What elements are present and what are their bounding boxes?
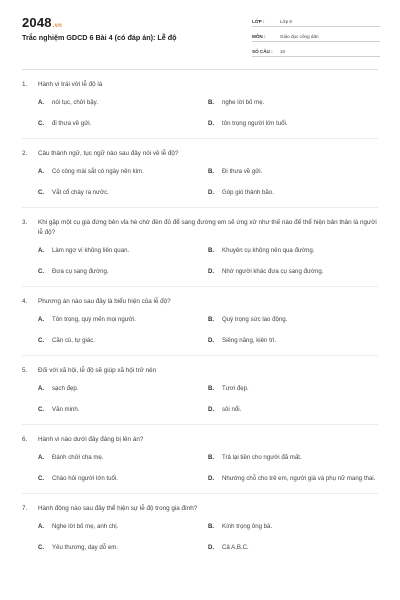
- meta-key: MÔN :: [252, 34, 266, 39]
- question-prompt: Hành vi nào dưới đây đáng bị lên án?: [38, 436, 144, 443]
- meta-value: Lớp 6: [280, 19, 292, 24]
- option-letter: B.: [208, 523, 215, 530]
- answer-option[interactable]: [38, 336, 208, 345]
- answer-options: [38, 384, 378, 414]
- answer-option[interactable]: [38, 453, 208, 462]
- option-letter: A.: [38, 168, 45, 175]
- option-letter: A.: [38, 316, 45, 323]
- question-prompt: Hành động nào sau đây thể hiện sự lễ độ trong gia đình?: [38, 505, 198, 512]
- option-letter: D.: [208, 544, 215, 551]
- option-text: đi thưa về gửi.: [52, 120, 92, 127]
- question-block: [22, 218, 378, 287]
- question-prompt: Phương án nào sau đây là biểu hiện của lễ độ?: [38, 298, 171, 305]
- question-block: [22, 504, 378, 552]
- question-block: [22, 297, 378, 356]
- answer-option[interactable]: [38, 188, 208, 197]
- question-number: 4.: [22, 298, 28, 305]
- option-text: Góp gió thành bão.: [222, 189, 274, 196]
- option-letter: A.: [38, 523, 45, 530]
- question-text: [22, 149, 378, 159]
- option-letter: B.: [208, 454, 215, 461]
- question-divider: [22, 424, 378, 425]
- option-letter: C.: [38, 406, 45, 413]
- question-text: [22, 504, 378, 514]
- option-letter: D.: [208, 475, 215, 482]
- question-divider: [22, 207, 378, 208]
- answer-option[interactable]: [38, 119, 208, 128]
- logo-text: 2048: [22, 15, 52, 30]
- answer-option[interactable]: [38, 267, 208, 276]
- answer-option[interactable]: [208, 167, 378, 176]
- option-letter: B.: [208, 316, 215, 323]
- option-letter: C.: [38, 268, 45, 275]
- option-letter: D.: [208, 189, 215, 196]
- option-letter: C.: [38, 475, 45, 482]
- question-block: [22, 80, 378, 139]
- meta-key: SỐ CÂU :: [252, 49, 273, 54]
- option-text: Yêu thương, dạy dỗ em.: [52, 544, 119, 551]
- option-letter: D.: [208, 337, 215, 344]
- answer-option[interactable]: [38, 384, 208, 393]
- option-text: Cả A,B,C.: [222, 544, 249, 551]
- question-number: 1.: [22, 81, 28, 88]
- question-prompt: Hành vi trái với lễ độ là: [38, 81, 103, 88]
- option-letter: C.: [38, 120, 45, 127]
- question-prompt: Câu thành ngữ, tục ngữ nào sau đây nói về lễ độ?: [38, 150, 179, 157]
- meta-key: LỚP :: [252, 19, 265, 24]
- question-block: [22, 149, 378, 208]
- answer-option[interactable]: [38, 474, 208, 483]
- option-text: Chào hỏi người lớn tuổi.: [52, 475, 118, 482]
- question-prompt: Đối với xã hội, lễ độ sẽ giúp xã hội trở nên: [38, 367, 157, 374]
- answer-option[interactable]: [208, 384, 378, 393]
- answer-option[interactable]: [38, 522, 208, 531]
- option-text: Nhờ người khác đưa cụ sang đường.: [222, 268, 324, 275]
- answer-option[interactable]: [208, 98, 378, 107]
- meta-value: 10: [280, 49, 286, 54]
- answer-option[interactable]: [208, 246, 378, 255]
- option-text: Kính trọng ông bà.: [222, 523, 273, 530]
- option-letter: A.: [38, 99, 45, 106]
- answer-option[interactable]: [208, 336, 378, 345]
- option-letter: A.: [38, 247, 45, 254]
- option-letter: B.: [208, 385, 215, 392]
- option-letter: D.: [208, 120, 215, 127]
- question-number: 2.: [22, 150, 28, 157]
- question-number: 6.: [22, 436, 28, 443]
- option-letter: D.: [208, 406, 215, 413]
- option-text: Đánh chửi cha mẹ.: [52, 454, 104, 461]
- question-text: [22, 435, 378, 445]
- answer-option[interactable]: [208, 267, 378, 276]
- answer-option[interactable]: [38, 315, 208, 324]
- option-text: sạch đẹp.: [52, 385, 79, 392]
- question-prompt: Khi gặp một cụ già đứng bên vỉa hè chờ đèn đỏ để sang đường em sẽ ứng xử như thế nào để thể hiện bản thân là người lễ độ?: [38, 219, 377, 236]
- answer-option[interactable]: [38, 405, 208, 414]
- option-text: tôn trọng người lớn tuổi.: [222, 120, 288, 127]
- answer-option[interactable]: [208, 474, 378, 483]
- option-text: nghe lời bố mẹ.: [222, 99, 265, 106]
- option-letter: D.: [208, 268, 215, 275]
- question-text: [22, 297, 378, 307]
- option-text: sôi nổi.: [222, 406, 242, 413]
- meta-row-class: [252, 15, 380, 27]
- answer-option[interactable]: [208, 119, 378, 128]
- question-number: 7.: [22, 505, 28, 512]
- option-text: Làm ngơ vì không liên quan.: [52, 247, 130, 254]
- answer-option[interactable]: [208, 188, 378, 197]
- answer-option[interactable]: [208, 543, 378, 552]
- option-letter: A.: [38, 385, 45, 392]
- option-text: Vắt cổ chày ra nước.: [52, 189, 109, 196]
- answer-option[interactable]: [208, 522, 378, 531]
- header-divider: [22, 69, 378, 70]
- option-text: Có công mài sắt có ngày nên kim.: [52, 168, 144, 175]
- site-logo[interactable]: [22, 15, 62, 30]
- question-number: 5.: [22, 367, 28, 374]
- question-divider: [22, 493, 378, 494]
- option-letter: C.: [38, 337, 45, 344]
- option-letter: B.: [208, 99, 215, 106]
- answer-option[interactable]: [38, 543, 208, 552]
- answer-option[interactable]: [208, 315, 378, 324]
- option-text: Đi thưa về gửi.: [222, 168, 263, 175]
- meta-value: Giáo dục công dân: [280, 34, 319, 39]
- option-text: Quý trọng sức lao động.: [222, 316, 288, 323]
- question-text: [22, 80, 378, 90]
- question-list: [22, 80, 378, 552]
- answer-option[interactable]: [208, 405, 378, 414]
- question-divider: [22, 355, 378, 356]
- answer-options: [38, 246, 378, 276]
- option-letter: B.: [208, 168, 215, 175]
- answer-options: [38, 167, 378, 197]
- option-letter: C.: [38, 189, 45, 196]
- answer-options: [38, 522, 378, 552]
- option-text: Trả lại tiền cho người đã mất.: [222, 454, 302, 461]
- answer-option[interactable]: [38, 167, 208, 176]
- question-divider: [22, 138, 378, 139]
- meta-row-count: [252, 45, 380, 57]
- meta-row-subject: [252, 30, 380, 42]
- page-title: Trắc nghiệm GDCD 6 Bài 4 (có đáp án): Lễ độ: [22, 33, 177, 42]
- option-letter: B.: [208, 247, 215, 254]
- option-text: nói tục, chửi bậy.: [52, 99, 98, 106]
- option-text: Đưa cụ sang đường.: [52, 268, 109, 275]
- option-text: Tôn trọng, quý mến mọi người.: [52, 316, 136, 323]
- answer-options: [38, 315, 378, 345]
- option-text: Nghe lời bố mẹ, anh chị.: [52, 523, 119, 530]
- option-text: Cần cù, tự giác.: [52, 337, 96, 344]
- answer-options: [38, 453, 378, 483]
- question-block: [22, 435, 378, 494]
- option-text: Khuyên cụ không nên qua đường.: [222, 247, 315, 254]
- answer-option[interactable]: [38, 98, 208, 107]
- option-text: Tươi đẹp.: [222, 385, 249, 392]
- answer-option[interactable]: [208, 453, 378, 462]
- question-text: [22, 218, 378, 238]
- option-text: Nhường chỗ cho trẻ em, người già và phụ nữ mang thai.: [222, 475, 376, 482]
- question-divider: [22, 286, 378, 287]
- answer-options: [38, 98, 378, 128]
- question-block: [22, 366, 378, 425]
- option-text: Văn minh.: [52, 406, 80, 413]
- answer-option[interactable]: [38, 246, 208, 255]
- option-letter: C.: [38, 544, 45, 551]
- meta-table: [252, 15, 380, 60]
- question-text: [22, 366, 378, 376]
- question-number: 3.: [22, 219, 28, 226]
- option-text: Siêng năng, kiên trì.: [222, 337, 277, 344]
- option-letter: A.: [38, 454, 45, 461]
- page-header: [0, 0, 400, 60]
- logo-suffix: .vn: [52, 23, 63, 29]
